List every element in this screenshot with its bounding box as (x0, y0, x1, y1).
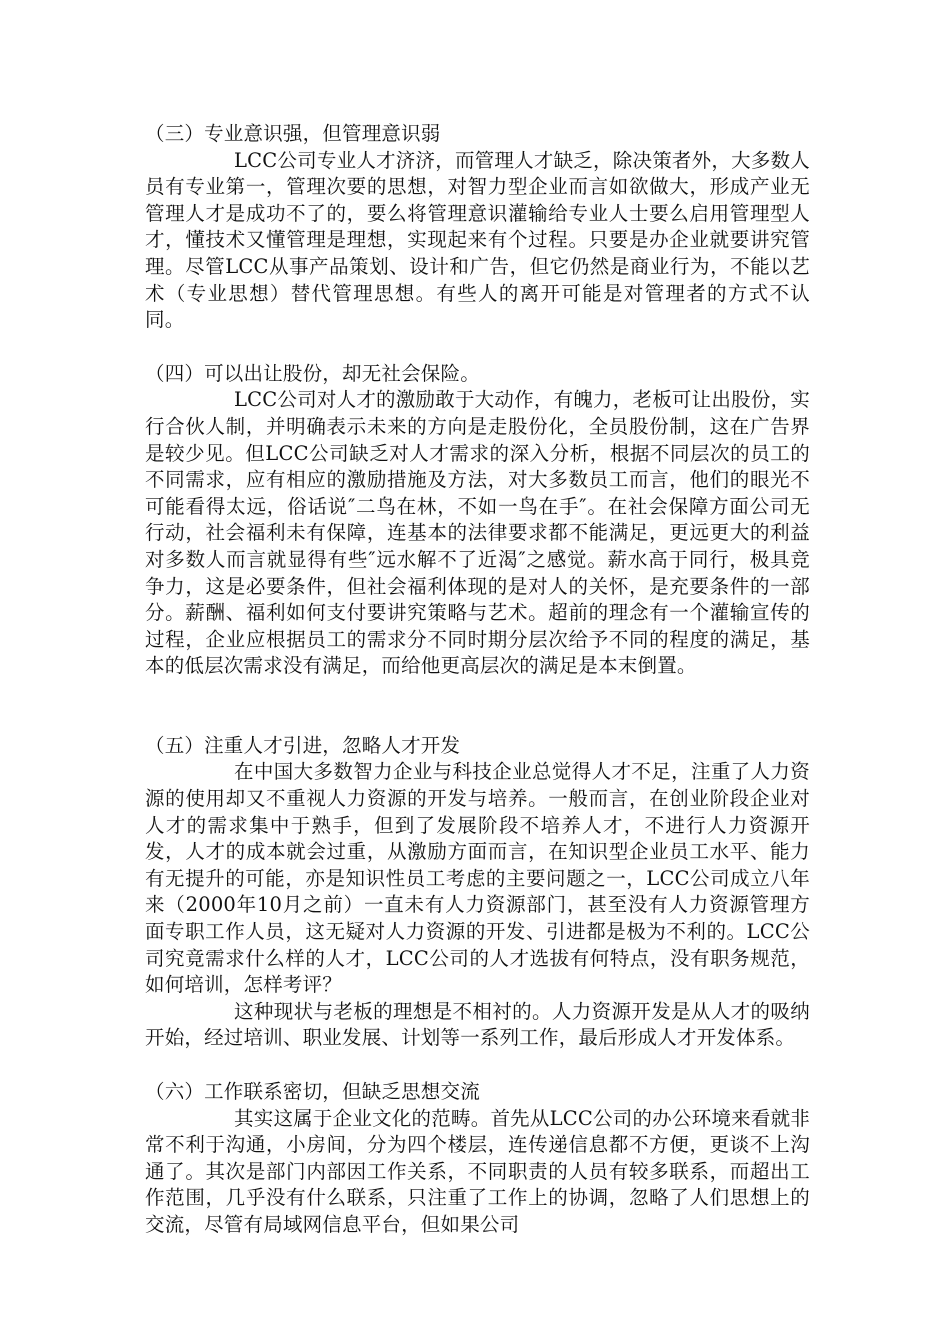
paragraph: LCC公司专业人才济济，而管理人才缺乏，除决策者外，大多数人员有专业第一，管理次要的思想，对智力型企业而言如欲做大，形成产业无管理人才是成功不了的，要么将管理意识灌输给专业人士要么启用管理型人才，懂技术又懂管理是理想，实现起来有个过程。只要是办企业就要讲究管理。尽管LCC从事产品策划、设计和广告，但它仍然是商业行为，不能以艺术（专业思想）替代管理思想。有些人的离开可能是对管理者的方式不认同。 (145, 148, 810, 332)
document-page (145, 121, 810, 1239)
spacer (145, 334, 810, 361)
section-heading: （五）注重人才引进，忽略人才开发 (145, 733, 461, 757)
section-6 (145, 1079, 810, 1239)
section-3 (145, 121, 810, 334)
spacer (145, 1052, 810, 1079)
paragraph: 这种现状与老板的理想是不相衬的。人力资源开发是从人才的吸纳开始，经过培训、职业发展、计划等一系列工作，最后形成人才开发体系。 (145, 999, 810, 1050)
section-heading: （三）专业意识强，但管理意识弱 (145, 122, 441, 145)
section-5 (145, 733, 810, 1052)
paragraph: LCC公司对人才的激励敢于大动作，有魄力，老板可让出股份，实行合伙人制，并明确表示未来的方向是走股份化，全员股份制，这在广告界是较少见。但LCC公司缺乏对人才需求的深入分析，根据不同层次的员工的不同需求，应有相应的激励措施及方法，对大多数员工而言，他们的眼光不可能看得太远，俗话说″二鸟在林，不如一鸟在手″。在社会保障方面公司无行动，社会福利未有保障，连基本的法律要求都不能满足，更远更大的利益对多数人而言就显得有些″远水解不了近渴″之感觉。薪水高于同行，极具竞争力，这是必要条件，但社会福利体现的是对人的关怀，是充要条件的一部分。薪酬、福利如何支付要讲究策略与艺术。超前的理念有一个灌输宣传的过程，企业应根据员工的需求分不同时期分层次给予不同的程度的满足，基本的低层次需求没有满足，而给他更高层次的满足是本末倒置。 (145, 388, 810, 678)
paragraph: 其实这属于企业文化的范畴。首先从LCC公司的办公环境来看就非常不利于沟通，小房间，分为四个楼层，连传递信息都不方便，更谈不上沟通了。其次是部门内部因工作关系，不同职责的人员有较多联系，而超出工作范围，几乎没有什么联系，只注重了工作上的协调，忽略了人们思想上的交流，尽管有局域网信息平台，但如果公司 (145, 1106, 810, 1236)
section-heading: （四）可以出让股份，却无社会保险。 (145, 361, 480, 385)
spacer (145, 680, 810, 733)
section-heading: （六）工作联系密切，但缺乏思想交流 (145, 1080, 480, 1103)
paragraph: 在中国大多数智力企业与科技企业总觉得人才不足，注重了人力资源的使用却又不重视人力资源的开发与培养。一般而言，在创业阶段企业对人才的需求集中于熟手，但到了发展阶段不培养人才，不进行人力资源开发，人才的成本就会过重，从激励方面而言，在知识型企业员工水平、能力有无提升的可能，亦是知识性员工考虑的主要问题之一，LCC公司成立八年来（2000年10月之前）一直未有人力资源部门，甚至没有人力资源管理方面专职工作人员，这无疑对人力资源的开发、引进都是极为不利的。LCC公司究竟需求什么样的人才，LCC公司的人才选拔有何特点，没有职务规范，如何培训，怎样考评？ (145, 760, 810, 997)
section-4 (145, 361, 810, 680)
